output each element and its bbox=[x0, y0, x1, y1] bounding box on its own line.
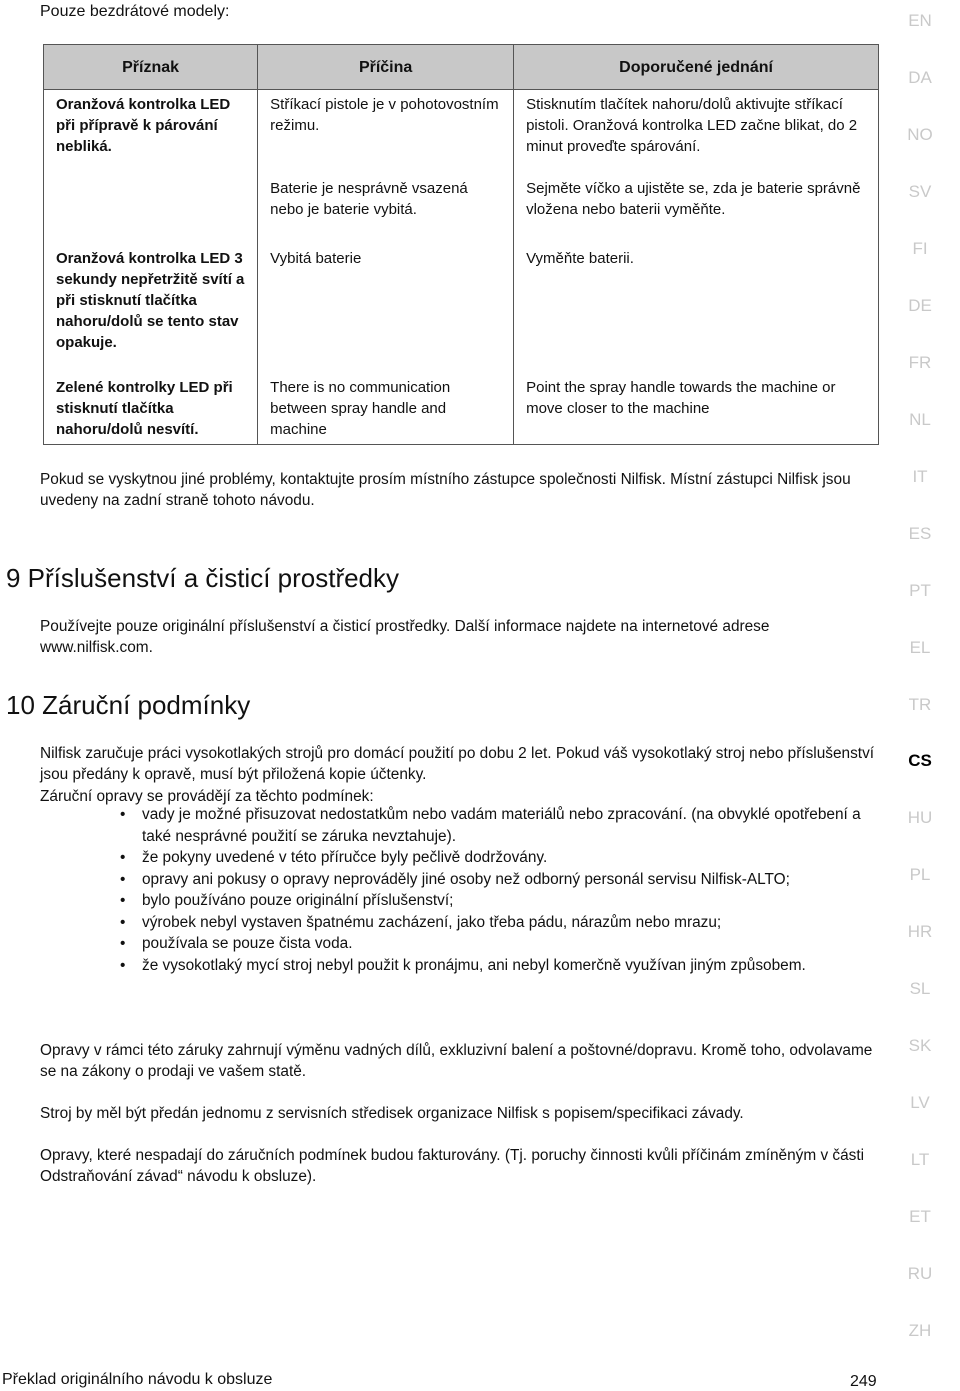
language-tab-sv[interactable]: SV bbox=[908, 182, 932, 201]
table-row bbox=[44, 174, 879, 244]
language-tab-ru[interactable]: RU bbox=[907, 1264, 933, 1283]
cell-symptom: Oranžová kontrolka LED 3 sekundy nepřetržitě svítí a při stisknutí tlačítka nahoru/dolů se tento stav opakuje. bbox=[44, 244, 258, 373]
language-tab-hr[interactable]: HR bbox=[907, 922, 933, 941]
list-item: • vady je možné přisuzovat nedostatkům nebo vadám materiálů nebo zpracování. (na obvyklé opotřebení a také nesprávné použití se záruka nevztahuje). bbox=[120, 804, 880, 847]
warranty-conditions-list bbox=[120, 804, 880, 976]
language-tab-pt[interactable]: PT bbox=[909, 581, 931, 600]
list-item: • opravy ani pokusy o opravy neprováděly jiné osoby než odborný personál servisu Nilfisk-ALTO; bbox=[120, 869, 880, 891]
language-tab-de[interactable]: DE bbox=[908, 296, 932, 315]
language-tab-et[interactable]: ET bbox=[909, 1207, 931, 1226]
table-row bbox=[44, 373, 879, 445]
header-cause: Příčina bbox=[258, 45, 514, 90]
header-symptom: Příznak bbox=[44, 45, 258, 90]
header-action: Doporučené jednání bbox=[514, 45, 879, 90]
language-tab-cs-active[interactable]: CS bbox=[908, 751, 932, 770]
table-header-row bbox=[44, 45, 879, 90]
intro-text: Pouze bezdrátové modely: bbox=[40, 3, 230, 20]
list-item: • že pokyny uvedené v této příručce byly pečlivě dodržovány. bbox=[120, 847, 880, 869]
cell-cause: Baterie je nesprávně vsazená nebo je baterie vybitá. bbox=[258, 174, 514, 244]
warranty-paragraph-3: Opravy, které nespadají do záručních podmínek budou fakturovány. (Tj. poruchy činnosti kvůli příčinám zmíněným v části Odstraňování závad“ návodu k obsluze). bbox=[40, 1147, 865, 1185]
cell-cause: Stříkací pistole je v pohotovostním režimu. bbox=[258, 90, 514, 174]
footer-title: Překlad originálního návodu k obsluze bbox=[2, 1371, 273, 1388]
language-tab-zh[interactable]: ZH bbox=[908, 1321, 932, 1340]
cell-action: Stisknutím tlačítek nahoru/dolů aktivujte stříkací pistoli. Oranžová kontrolka LED začne blikat, do 2 minut proveďte spárování. bbox=[514, 90, 879, 174]
language-tab-it[interactable]: IT bbox=[912, 467, 928, 486]
list-item: • výrobek nebyl vystaven špatnému zacházení, jako třeba pádu, nárazům nebo mrazu; bbox=[120, 912, 880, 934]
language-tab-hu[interactable]: HU bbox=[907, 808, 933, 827]
table-row bbox=[44, 244, 879, 373]
language-tab-tr[interactable]: TR bbox=[908, 695, 932, 714]
cell-action: Point the spray handle towards the machine or move closer to the machine bbox=[514, 373, 879, 445]
language-tab-nl[interactable]: NL bbox=[909, 410, 931, 429]
language-tab-el[interactable]: EL bbox=[909, 638, 931, 657]
cell-symptom bbox=[44, 174, 258, 244]
cell-cause: There is no communication between spray handle and machine bbox=[258, 373, 514, 445]
warranty-intro: Nilfisk zaručuje práci vysokotlakých strojů pro domácí použití po dobu 2 let. Pokud váš vysokotlaký stroj nebo příslušenství jsou předány k opravě, musí být přiložená kopie účtenky. bbox=[40, 745, 875, 783]
language-tab-pl[interactable]: PL bbox=[909, 865, 931, 884]
language-tab-da[interactable]: DA bbox=[908, 68, 932, 87]
cell-symptom: Oranžová kontrolka LED při přípravě k párování nebliká. bbox=[44, 90, 258, 174]
cell-symptom: Zelené kontrolky LED při stisknutí tlačítka nahoru/dolů nesvítí. bbox=[44, 373, 258, 445]
cell-cause: Vybitá baterie bbox=[258, 244, 514, 373]
warranty-paragraph-1: Opravy v rámci této záruky zahrnují výměnu vadných dílů, exkluzivní balení a poštovné/dopravu. Kromě toho, odvolavame se na zákony o prodaji ve vašem statě. bbox=[40, 1042, 873, 1080]
table-row bbox=[44, 90, 879, 174]
list-item: • používala se pouze čista voda. bbox=[120, 933, 880, 955]
warranty-paragraph-2: Stroj by měl být předán jednomu z servisních středisek organizace Nilfisk s popisem/specifikaci závady. bbox=[40, 1105, 744, 1122]
language-tab-no[interactable]: NO bbox=[907, 125, 933, 144]
conditions-lead: Záruční opravy se provádějí za těchto podmínek: bbox=[40, 788, 374, 805]
section-10-title: 10 Záruční podmínky bbox=[6, 690, 251, 720]
troubleshooting-table bbox=[43, 44, 879, 445]
language-tab-lv[interactable]: LV bbox=[910, 1093, 930, 1112]
cell-action: Sejměte víčko a ujistěte se, zda je baterie správně vložena nebo baterii vyměňte. bbox=[514, 174, 879, 244]
contact-note: Pokud se vyskytnou jiné problémy, kontaktujte prosím místního zástupce společnosti Nilfisk. Místní zástupci Nilfisk jsou uvedeny na zadní straně tohoto návodu. bbox=[40, 471, 851, 509]
language-tab-es[interactable]: ES bbox=[908, 524, 932, 543]
language-tab-sl[interactable]: SL bbox=[909, 979, 931, 998]
page-number: 249 bbox=[850, 1373, 877, 1390]
language-tab-fr[interactable]: FR bbox=[908, 353, 932, 372]
section-9-title: 9 Příslušenství a čisticí prostředky bbox=[6, 563, 400, 593]
language-tab-en[interactable]: EN bbox=[908, 11, 932, 30]
language-tab-fi[interactable]: FI bbox=[912, 239, 928, 258]
cell-action: Vyměňte baterii. bbox=[514, 244, 879, 373]
language-tab-sk[interactable]: SK bbox=[908, 1036, 932, 1055]
list-item: • že vysokotlaký mycí stroj nebyl použit k pronájmu, ani nebyl komerčně využívan jiným způsobem. bbox=[120, 955, 880, 977]
section-9-text: Používejte pouze originální příslušenství a čisticí prostředky. Další informace najdete na internetové adrese www.nilfisk.com. bbox=[40, 618, 770, 656]
language-tab-lt[interactable]: LT bbox=[910, 1150, 930, 1169]
list-item: • bylo používáno pouze originální příslušenství; bbox=[120, 890, 880, 912]
